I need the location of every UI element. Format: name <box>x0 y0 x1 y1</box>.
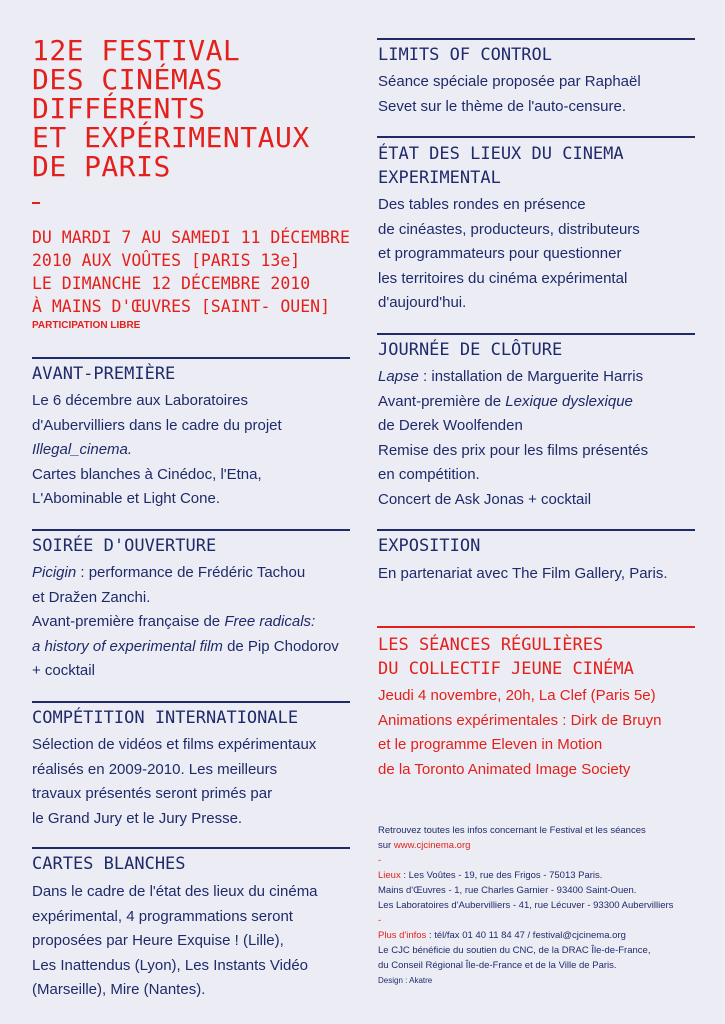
title-line: DIFFÉRENTS <box>32 92 206 125</box>
section-heading-exposition: EXPOSITION <box>378 536 481 556</box>
section-body-limits <box>378 70 641 119</box>
dates-line: 2010 AUX VOÛTES [PARIS 13e] <box>32 251 301 270</box>
info-line: Le CJC bénéficie du soutien du CNC, de la DRAC Île-de-France, <box>378 945 651 956</box>
lieux-label: Lieux <box>378 870 401 881</box>
info-line: Les Laboratoires d'Aubervilliers - 41, rue Lécuver - 93300 Aubervilliers <box>378 900 674 911</box>
heading-line: EXPERIMENTAL <box>378 168 501 188</box>
section-body-cartes <box>32 880 318 1003</box>
section-heading-soiree: SOIRÉE D'OUVERTURE <box>32 536 217 556</box>
section-body-cloture <box>378 365 648 512</box>
dates-line: DU MARDI 7 AU SAMEDI 11 DÉCEMBRE <box>32 228 350 247</box>
body-line: Les Inattendus (Lyon), Les Instants Vidéo <box>32 956 309 974</box>
divider <box>377 626 695 628</box>
text: : performance de Frédéric Tachou <box>76 564 306 581</box>
info-line <box>378 868 708 883</box>
body-line: de Derek Woolfenden <box>378 417 523 434</box>
section-heading-seances <box>378 633 634 681</box>
body-line: réalisés en 2009-2010. Les meilleurs <box>32 760 278 778</box>
title-line: DES CINÉMAS <box>32 63 223 96</box>
dates-line: À MAINS D'ŒUVRES [SAINT- OUEN] <box>32 297 331 316</box>
body-line: et Dražen Zanchi. <box>32 588 151 606</box>
body-line: Concert de Ask Jonas + cocktail <box>378 490 592 508</box>
title-line: ET EXPÉRIMENTAUX <box>32 121 310 154</box>
body-line: et programmateurs pour questionner <box>378 245 622 262</box>
divider <box>32 529 350 531</box>
body-line: Sevet sur le thème de l'auto-censure. <box>378 97 626 115</box>
italic-text: Picigin <box>32 564 77 581</box>
text: : Les Voûtes - 19, rue des Frigos - 75013 Paris. <box>400 870 603 881</box>
body-line: et le programme Eleven in Motion <box>378 736 603 753</box>
festival-dates <box>32 226 350 318</box>
body-line: (Marseille), Mire (Nantes). <box>32 981 206 998</box>
section-heading-competition: COMPÉTITION INTERNATIONALE <box>32 708 299 728</box>
body-line: Animations expérimentales : Dirk de Bruyn <box>378 711 662 729</box>
section-body-seances <box>378 684 661 782</box>
body-line: en compétition. <box>378 466 480 483</box>
info-dash: - <box>378 915 382 926</box>
body-line: L'Abominable et Light Cone. <box>32 490 220 507</box>
body-line: expérimental, 4 programmations seront <box>32 907 293 925</box>
body-line <box>378 390 648 415</box>
festival-title <box>32 36 310 181</box>
body-line <box>378 365 648 390</box>
body-line: de la Toronto Animated Image Society <box>378 760 631 778</box>
divider <box>32 701 350 703</box>
body-line: Le 6 décembre aux Laboratoires <box>32 392 248 409</box>
text: Avant-première de <box>378 392 506 410</box>
section-heading-cartes: CARTES BLANCHES <box>32 854 186 874</box>
body-line: travaux présentés seront primés par <box>32 785 273 802</box>
text: Avant-première française de <box>32 613 225 630</box>
section-heading-avant-premiere: AVANT-PREMIÈRE <box>32 364 176 384</box>
design-credit: Design : Akatre <box>378 976 433 985</box>
info-line <box>378 928 708 943</box>
divider <box>377 529 695 531</box>
info-line: Retrouvez toutes les infos concernant le Festival et les séances <box>378 825 646 836</box>
italic-text: a history of experimental film <box>32 637 223 655</box>
body-line: d'Aubervilliers dans le cadre du projet <box>32 416 282 434</box>
website-link[interactable]: www.cjcinema.org <box>393 840 471 851</box>
italic-text: Lexique dyslexique <box>505 392 633 410</box>
divider <box>32 357 350 359</box>
section-body-avant-premiere <box>32 389 282 512</box>
info-dash: - <box>378 855 382 866</box>
body-line: d'aujourd'hui. <box>378 294 467 311</box>
heading-line: DU COLLECTIF JEUNE CINÉMA <box>378 659 634 679</box>
body-line: Des tables rondes en présence <box>378 196 586 213</box>
section-body-etat <box>378 193 640 316</box>
body-line: Séance spéciale proposée par Raphaël <box>378 73 641 90</box>
body-line: de cinéastes, producteurs, distributeurs <box>378 220 640 238</box>
body-line <box>32 610 339 635</box>
section-body-exposition <box>378 562 668 587</box>
plus-infos-label: Plus d'infos <box>378 930 427 941</box>
info-line: du Conseil Régional Île-de-France et de la Ville de Paris. <box>378 960 617 971</box>
participation-libre: PARTICIPATION LIBRE <box>32 320 141 331</box>
body-line: proposées par Heure Exquise ! (Lille), <box>32 932 284 949</box>
body-line: Illegal_cinema. <box>32 441 133 458</box>
divider <box>377 136 695 138</box>
body-line: Dans le cadre de l'état des lieux du cinéma <box>32 883 318 900</box>
italic-text: Lapse <box>378 368 419 385</box>
section-heading-limits: LIMITS OF CONTROL <box>378 45 552 65</box>
divider <box>377 333 695 335</box>
heading-line: ÉTAT DES LIEUX DU CINEMA <box>378 144 624 164</box>
text: : installation de Marguerite Harris <box>418 368 644 385</box>
info-line: Mains d'Œuvres - 1, rue Charles Garnier - 93400 Saint-Ouen. <box>378 885 637 896</box>
divider <box>377 38 695 40</box>
dates-line: LE DIMANCHE 12 DÉCEMBRE 2010 <box>32 274 311 293</box>
section-body-soiree <box>32 561 339 684</box>
text: sur <box>378 840 394 851</box>
body-line: Remise des prix pour les films présentés <box>378 441 649 459</box>
body-line: Jeudi 4 novembre, 20h, La Clef (Paris 5e) <box>378 687 656 704</box>
heading-line: LES SÉANCES RÉGULIÈRES <box>378 635 604 655</box>
body-line: En partenariat avec The Film Gallery, Paris. <box>378 565 668 582</box>
body-line: Cartes blanches à Cinédoc, l'Etna, <box>32 465 262 483</box>
section-body-competition <box>32 733 316 831</box>
text: de Pip Chodorov <box>222 637 339 655</box>
title-line: 12E FESTIVAL <box>32 34 241 67</box>
title-line: DE PARIS <box>32 150 171 183</box>
body-line: Sélection de vidéos et films expérimentaux <box>32 736 317 753</box>
italic-text: Free radicals: <box>224 613 316 630</box>
divider <box>32 847 350 849</box>
body-line <box>32 561 339 586</box>
text: : tél/fax 01 40 11 84 47 / festival@cjcinema.org <box>426 930 626 941</box>
section-heading-etat <box>378 142 624 190</box>
red-dash <box>32 202 40 204</box>
body-line: + cocktail <box>32 662 95 679</box>
section-heading-cloture: JOURNÉE DE CLÔTURE <box>378 340 563 360</box>
info-line <box>378 838 708 853</box>
infos-block <box>378 823 708 988</box>
body-line: le Grand Jury et le Jury Presse. <box>32 809 243 827</box>
body-line: les territoires du cinéma expérimental <box>378 269 628 287</box>
body-line <box>32 635 339 660</box>
